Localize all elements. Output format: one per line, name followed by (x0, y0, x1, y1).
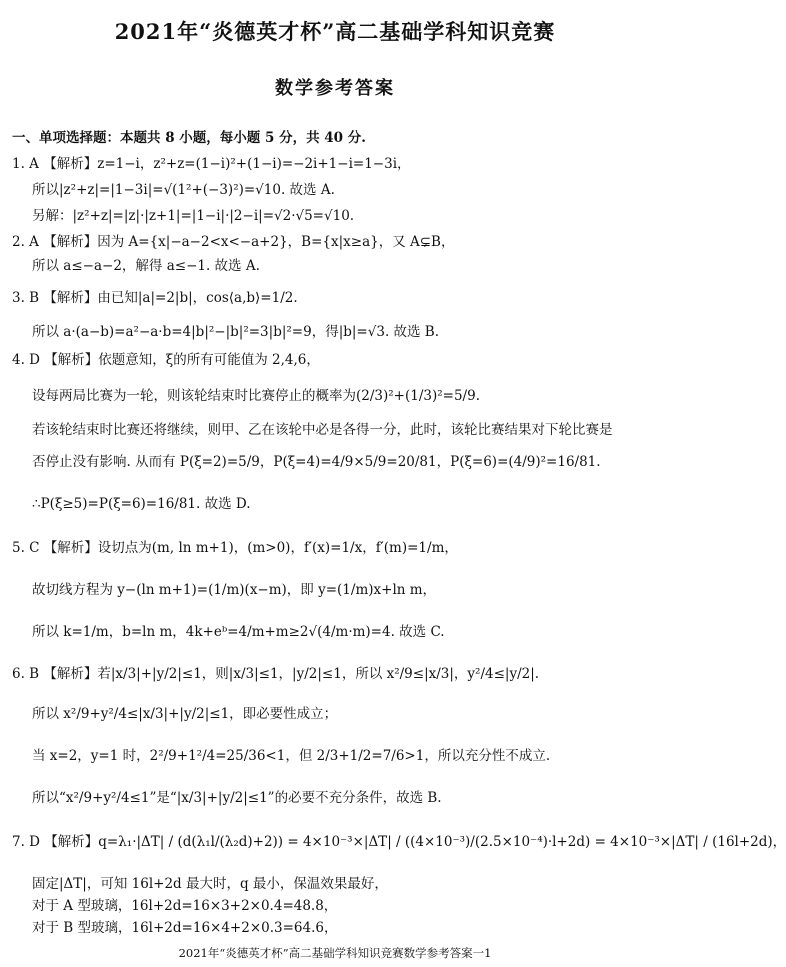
section-heading: 一、单项选择题：本题共 8 小题，每小题 5 分，共 40 分. (12, 130, 366, 146)
q1-line-1: 1. A 【解析】z=1−i，z²+z=(1−i)²+(1−i)=−2i+1−i=1−3i， (12, 156, 411, 172)
q2-line-1: 2. A 【解析】因为 A={x|−a−2<x<−a+2}，B={x|x≥a}，又 A⊊B， (12, 234, 455, 250)
q1-line-3: 另解：|z²+z|=|z|·|z+1|=|1−i|·|2−i|=√2·√5=√10. (32, 208, 355, 224)
q4-line-5: ∴P(ξ≥5)=P(ξ=6)=16/81. 故选 D. (32, 496, 251, 512)
q4-line-3: 若该轮结束时比赛还将继续，则甲、乙在该轮中必是各得一分，此时，该轮比赛结果对下轮比赛是 (32, 422, 613, 438)
q6-line-1: 6. B 【解析】若|x/3|+|y/2|≤1，则|x/3|≤1，|y/2|≤1，所以 x²/9≤|x/3|，y²/4≤|y/2|. (12, 666, 540, 682)
q2-line-2: 所以 a≤−a−2，解得 a≤−1. 故选 A. (32, 258, 260, 274)
q6-line-3: 当 x=2，y=1 时，2²/9+1²/4=25/36<1，但 2/3+1/2=7/6>1，所以充分性不成立. (32, 748, 551, 764)
q7-line-3: 对于 A 型玻璃，16l+2d=16×3+2×0.4=48.8， (32, 898, 338, 914)
page-title: 2021年“炎德英才杯”高二基础学科知识竞赛 (114, 19, 556, 44)
q5-line-3: 所以 k=1/m，b=ln m，4k+eᵇ=4/m+m≥2√(4/m·m)=4. 故选 C. (32, 624, 445, 640)
q4-line-1: 4. D 【解析】依题意知，ξ的所有可能值为 2,4,6， (12, 352, 320, 368)
q7-line-4: 对于 B 型玻璃，16l+2d=16×4+2×0.3=64.6， (32, 920, 338, 936)
q4-line-2: 设每两局比赛为一轮，则该轮结束时比赛停止的概率为(2/3)²+(1/3)²=5/9. (32, 388, 480, 404)
q3-line-2: 所以 a·(a−b)=a²−a·b=4|b|²−|b|²=3|b|²=9，得|b|=√3. 故选 B. (32, 324, 440, 340)
q4-line-4: 否停止没有影响. 从而有 P(ξ=2)=5/9，P(ξ=4)=4/9×5/9=20/81，P(ξ=6)=(4/9)²=16/81. (32, 454, 601, 470)
q5-line-2: 故切线方程为 y−(ln m+1)=(1/m)(x−m)，即 y=(1/m)x+ln m， (32, 582, 437, 598)
q7-line-2: 固定|ΔT|，可知 16l+2d 最大时，q 最小，保温效果最好， (32, 876, 388, 892)
q7-line-1: 7. D 【解析】q=λ₁·|ΔT| / (d(λ₁l/(λ₂d)+2)) = 4×10⁻³×|ΔT| / ((4×10⁻³)/(2.5×10⁻⁴)·l+2d) = 4×10⁻³×|ΔT| / (16l+2d)， (12, 834, 786, 850)
q6-line-2: 所以 x²/9+y²/4≤|x/3|+|y/2|≤1，即必要性成立； (32, 706, 338, 722)
q1-line-2: 所以|z²+z|=|1−3i|=√(1²+(−3)²)=√10. 故选 A. (32, 182, 335, 198)
q5-line-1: 5. C 【解析】设切点为(m, ln m+1)，(m>0)，f′(x)=1/x，f′(m)=1/m， (12, 540, 458, 556)
page-footer: 2021年“炎德英才杯”高二基础学科知识竞赛数学参考答案一1 (178, 946, 492, 960)
page-subtitle: 数学参考答案 (275, 78, 395, 99)
q3-line-1: 3. B 【解析】由已知|a|=2|b|，cos⟨a,b⟩=1/2. (12, 290, 298, 306)
q6-line-4: 所以“x²/9+y²/4≤1”是“|x/3|+|y/2|≤1”的必要不充分条件，故选 B. (32, 790, 442, 806)
